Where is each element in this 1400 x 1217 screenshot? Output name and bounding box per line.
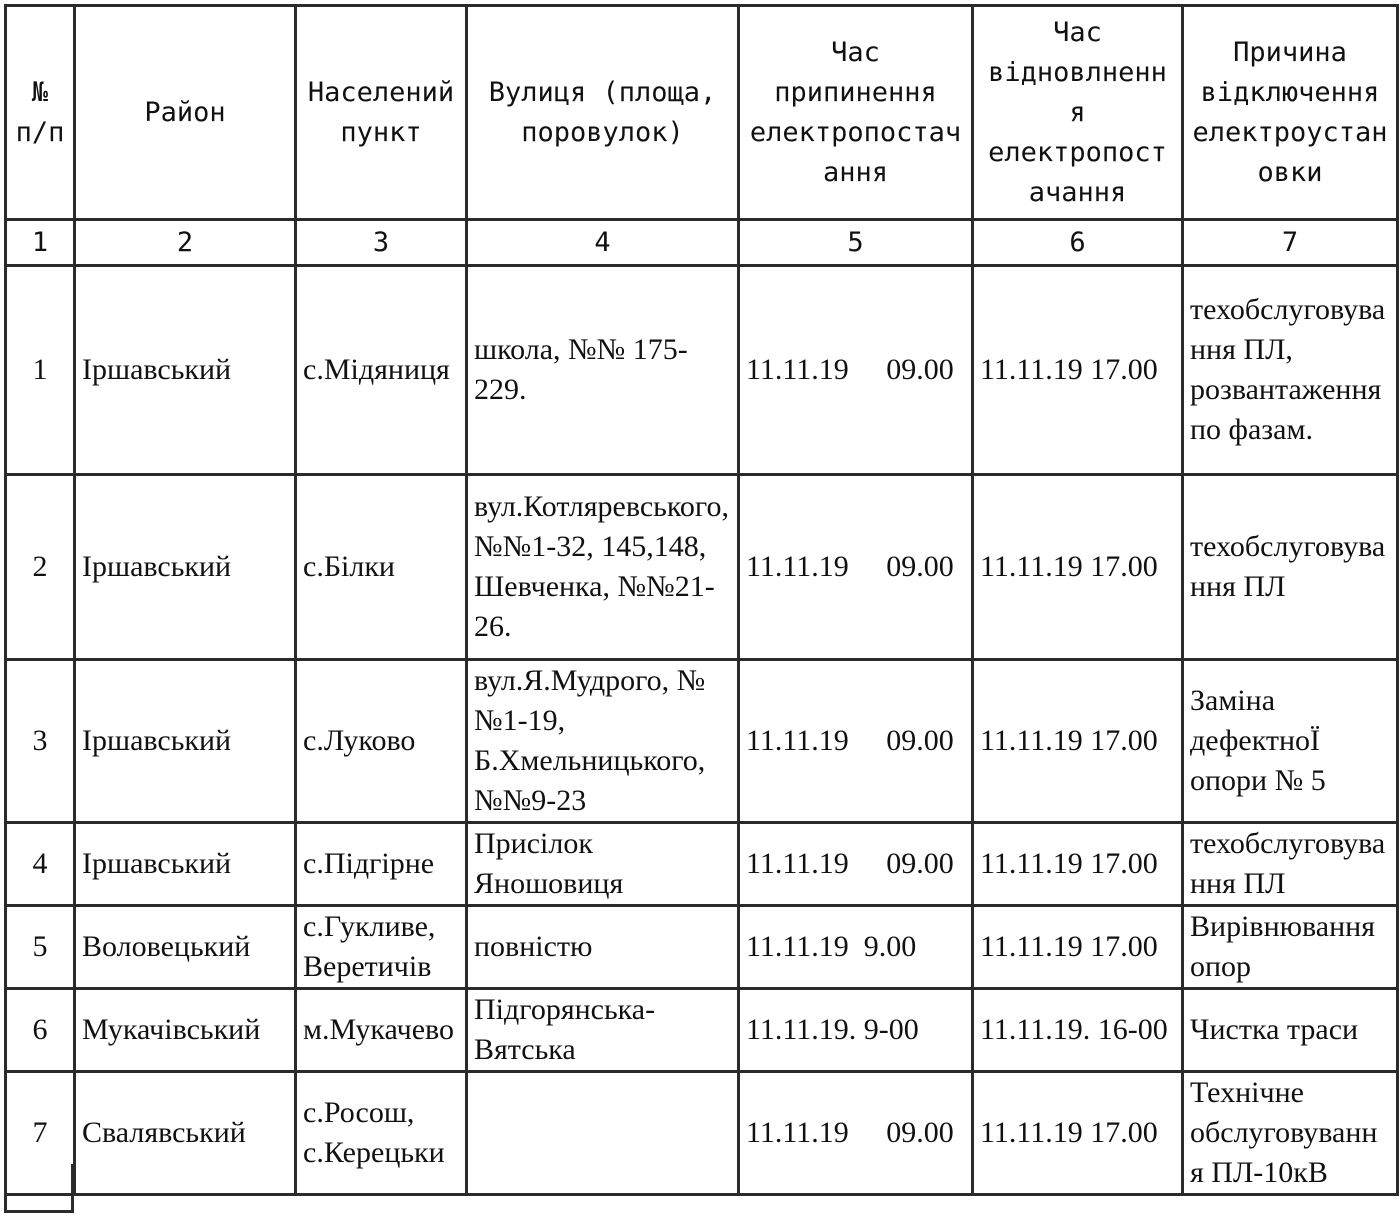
column-number-row <box>6 220 1398 266</box>
header-settlement: Населений пункт <box>296 6 467 220</box>
column-number: 5 <box>739 220 973 266</box>
stop-time-cell: 11.11.19 09.00 <box>739 660 973 823</box>
table-header <box>6 6 1398 266</box>
restore-time-cell: 11.11.19 17.00 <box>973 475 1183 660</box>
row-number: 4 <box>6 823 75 906</box>
table-row <box>6 475 1398 660</box>
district-cell: Мукачівський <box>75 989 296 1072</box>
row-number: 7 <box>6 1072 75 1195</box>
restore-time-cell: 11.11.19 17.00 <box>973 660 1183 823</box>
table-row <box>6 906 1398 989</box>
reason-cell: Технічне обслуговування ПЛ-10кВ <box>1183 1072 1398 1195</box>
stop-time-cell: 11.11.19 09.00 <box>739 475 973 660</box>
header-district: Район <box>75 6 296 220</box>
row-number: 3 <box>6 660 75 823</box>
header-stop-time: Час припинення електропостачання <box>739 6 973 220</box>
street-cell: вул.Я.Мудрого, №№1-19, Б.Хмельницького, №№9-23 <box>467 660 739 823</box>
settlement-cell: с.Луково <box>296 660 467 823</box>
reason-cell: техобслуговування ПЛ, розвантаження по фазам. <box>1183 266 1398 475</box>
settlement-cell: с.Росош, с.Керецьки <box>296 1072 467 1195</box>
header-restore-time: Час відновлнення електропостачання <box>973 6 1183 220</box>
column-number: 3 <box>296 220 467 266</box>
row-number: 2 <box>6 475 75 660</box>
district-cell: Свалявський <box>75 1072 296 1195</box>
street-cell: школа, №№ 175-229. <box>467 266 739 475</box>
district-cell: Іршавський <box>75 660 296 823</box>
row-number: 5 <box>6 906 75 989</box>
table-body <box>6 266 1398 1195</box>
column-number: 7 <box>1183 220 1398 266</box>
header-street: Вулиця (площа, поровулок) <box>467 6 739 220</box>
settlement-cell: с.Підгірне <box>296 823 467 906</box>
district-cell: Воловецький <box>75 906 296 989</box>
outage-schedule-table <box>4 4 1399 1196</box>
stop-time-cell: 11.11.19 09.00 <box>739 266 973 475</box>
settlement-cell: м.Мукачево <box>296 989 467 1072</box>
restore-time-cell: 11.11.19 17.00 <box>973 266 1183 475</box>
settlement-cell: с.Гукливе, Веретичів <box>296 906 467 989</box>
reason-cell: Чистка траси <box>1183 989 1398 1072</box>
table-row <box>6 660 1398 823</box>
street-cell: повністю <box>467 906 739 989</box>
restore-time-cell: 11.11.19 17.00 <box>973 823 1183 906</box>
reason-cell: техобслуговування ПЛ <box>1183 475 1398 660</box>
settlement-cell: с.Мідяниця <box>296 266 467 475</box>
row-number: 1 <box>6 266 75 475</box>
table-row <box>6 1072 1398 1195</box>
restore-time-cell: 11.11.19. 16-00 <box>973 989 1183 1072</box>
reason-cell: Заміна дефектноЇ опори № 5 <box>1183 660 1398 823</box>
street-cell: вул.Котляревського, №№1-32, 145,148, Шевченка, №№21-26. <box>467 475 739 660</box>
street-cell: Присілок Яношовиця <box>467 823 739 906</box>
street-cell: Підгорянська-Вятська <box>467 989 739 1072</box>
table-row <box>6 266 1398 475</box>
reason-cell: техобслуговування ПЛ <box>1183 823 1398 906</box>
column-number: 6 <box>973 220 1183 266</box>
column-number: 1 <box>6 220 75 266</box>
reason-cell: Вирівнювання опор <box>1183 906 1398 989</box>
restore-time-cell: 11.11.19 17.00 <box>973 906 1183 989</box>
stop-time-cell: 11.11.19 09.00 <box>739 823 973 906</box>
district-cell: Іршавський <box>75 266 296 475</box>
header-number: № п/п <box>6 6 75 220</box>
column-number: 2 <box>75 220 296 266</box>
district-cell: Іршавський <box>75 823 296 906</box>
header-row <box>6 6 1398 220</box>
header-reason: Причина відключення електроустановки <box>1183 6 1398 220</box>
stop-time-cell: 11.11.19 9.00 <box>739 906 973 989</box>
stop-time-cell: 11.11.19 09.00 <box>739 1072 973 1195</box>
settlement-cell: с.Білки <box>296 475 467 660</box>
street-cell <box>467 1072 739 1195</box>
district-cell: Іршавський <box>75 475 296 660</box>
column-number: 4 <box>467 220 739 266</box>
table-row <box>6 989 1398 1072</box>
empty-trailing-cell <box>4 1164 74 1213</box>
row-number: 6 <box>6 989 75 1072</box>
stop-time-cell: 11.11.19. 9-00 <box>739 989 973 1072</box>
table-row <box>6 823 1398 906</box>
restore-time-cell: 11.11.19 17.00 <box>973 1072 1183 1195</box>
